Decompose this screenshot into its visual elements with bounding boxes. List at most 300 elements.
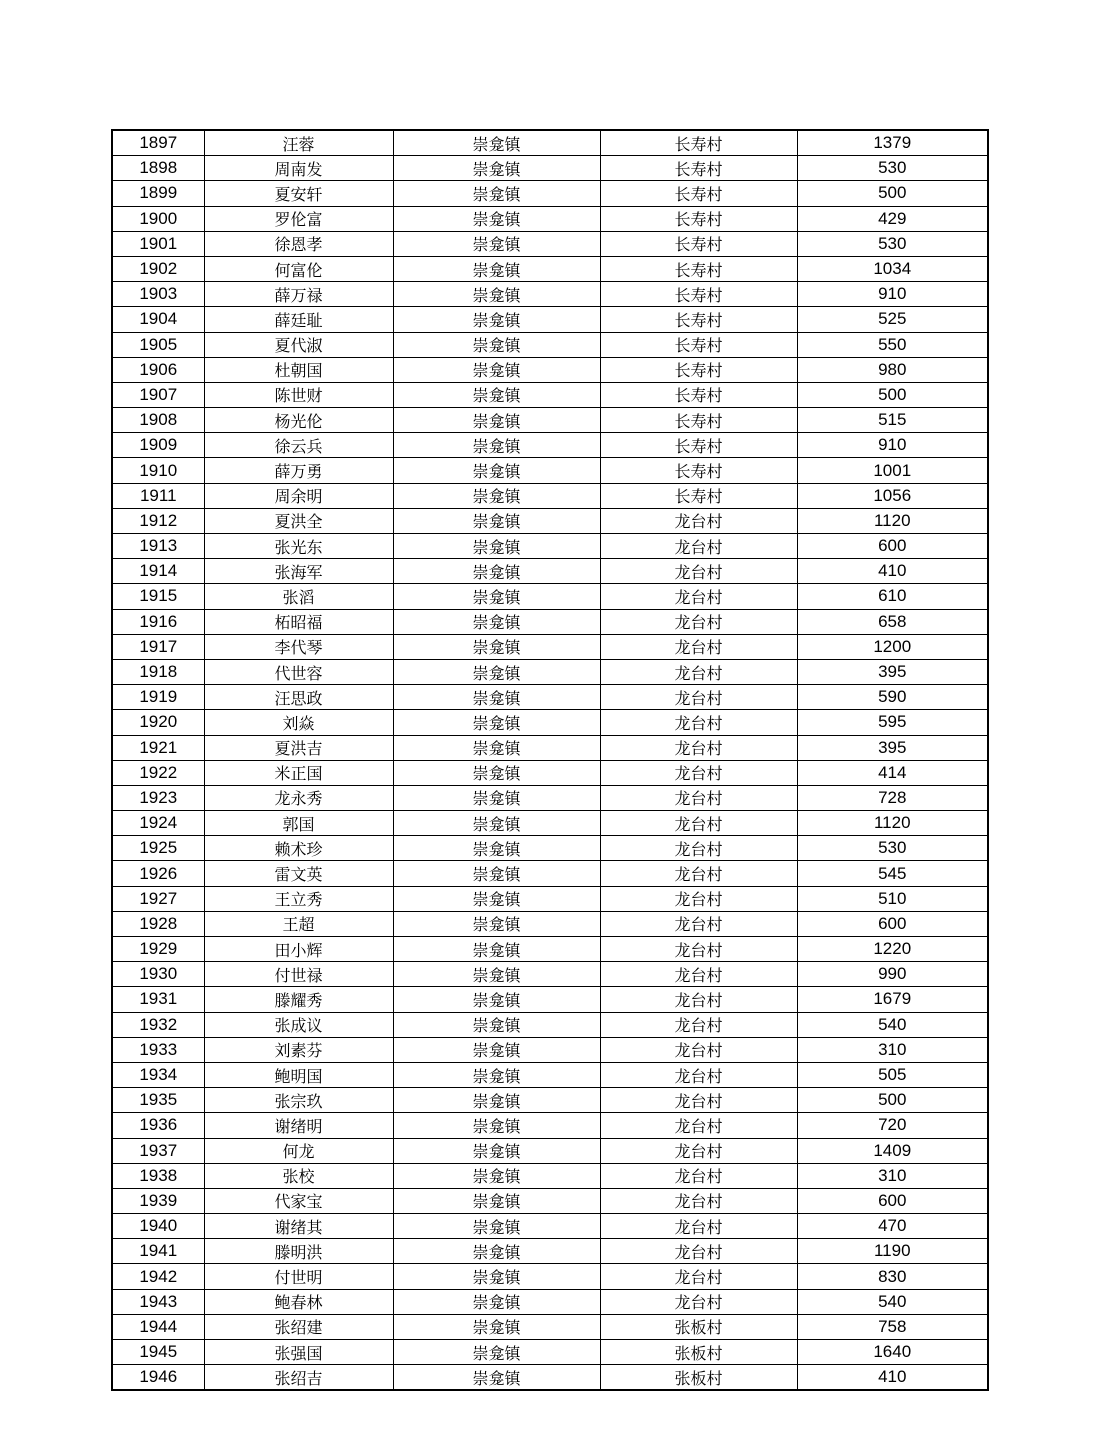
village-cell: 龙台村	[600, 811, 797, 836]
village-cell: 龙台村	[600, 584, 797, 609]
row-number-cell: 1924	[112, 811, 204, 836]
town-cell: 崇龛镇	[393, 785, 600, 810]
value-cell: 515	[797, 408, 988, 433]
value-cell: 410	[797, 559, 988, 584]
value-cell: 610	[797, 584, 988, 609]
value-cell: 545	[797, 861, 988, 886]
village-cell: 张板村	[600, 1340, 797, 1365]
table-row	[112, 836, 988, 861]
value-cell: 500	[797, 382, 988, 407]
town-cell: 崇龛镇	[393, 811, 600, 836]
name-cell: 滕耀秀	[204, 987, 393, 1012]
row-number-cell: 1918	[112, 659, 204, 684]
name-cell: 夏洪全	[204, 508, 393, 533]
table-row	[112, 559, 988, 584]
value-cell: 1409	[797, 1138, 988, 1163]
village-cell: 龙台村	[600, 1138, 797, 1163]
value-cell: 530	[797, 156, 988, 181]
row-number-cell: 1922	[112, 760, 204, 785]
table-row	[112, 1239, 988, 1264]
town-cell: 崇龛镇	[393, 282, 600, 307]
table-row	[112, 1113, 988, 1138]
town-cell: 崇龛镇	[393, 307, 600, 332]
village-cell: 长寿村	[600, 382, 797, 407]
value-cell: 758	[797, 1314, 988, 1339]
value-cell: 310	[797, 1163, 988, 1188]
table-row	[112, 685, 988, 710]
value-cell: 658	[797, 609, 988, 634]
name-cell: 汪思政	[204, 685, 393, 710]
name-cell: 王立秀	[204, 886, 393, 911]
town-cell: 崇龛镇	[393, 1138, 600, 1163]
name-cell: 代家宝	[204, 1188, 393, 1213]
town-cell: 崇龛镇	[393, 1012, 600, 1037]
row-number-cell: 1897	[112, 130, 204, 156]
row-number-cell: 1898	[112, 156, 204, 181]
name-cell: 夏安轩	[204, 181, 393, 206]
village-cell: 龙台村	[600, 634, 797, 659]
village-cell: 龙台村	[600, 559, 797, 584]
town-cell: 崇龛镇	[393, 1188, 600, 1213]
name-cell: 张强国	[204, 1340, 393, 1365]
table-row	[112, 584, 988, 609]
name-cell: 鲍明国	[204, 1062, 393, 1087]
row-number-cell: 1917	[112, 634, 204, 659]
town-cell: 崇龛镇	[393, 659, 600, 684]
name-cell: 王超	[204, 911, 393, 936]
row-number-cell: 1943	[112, 1289, 204, 1314]
name-cell: 何富伦	[204, 256, 393, 281]
row-number-cell: 1904	[112, 307, 204, 332]
name-cell: 薛万勇	[204, 458, 393, 483]
town-cell: 崇龛镇	[393, 1113, 600, 1138]
town-cell: 崇龛镇	[393, 937, 600, 962]
row-number-cell: 1901	[112, 231, 204, 256]
town-cell: 崇龛镇	[393, 1037, 600, 1062]
town-cell: 崇龛镇	[393, 886, 600, 911]
value-cell: 505	[797, 1062, 988, 1087]
village-cell: 龙台村	[600, 937, 797, 962]
row-number-cell: 1946	[112, 1365, 204, 1391]
row-number-cell: 1937	[112, 1138, 204, 1163]
town-cell: 崇龛镇	[393, 710, 600, 735]
town-cell: 崇龛镇	[393, 1365, 600, 1391]
town-cell: 崇龛镇	[393, 1314, 600, 1339]
table-row	[112, 1138, 988, 1163]
name-cell: 夏代淑	[204, 332, 393, 357]
table-row	[112, 408, 988, 433]
table-row	[112, 609, 988, 634]
table-row	[112, 1037, 988, 1062]
village-cell: 长寿村	[600, 156, 797, 181]
value-cell: 1190	[797, 1239, 988, 1264]
village-cell: 龙台村	[600, 785, 797, 810]
village-cell: 龙台村	[600, 911, 797, 936]
village-cell: 龙台村	[600, 1264, 797, 1289]
row-number-cell: 1940	[112, 1214, 204, 1239]
table-row	[112, 911, 988, 936]
table-row	[112, 659, 988, 684]
town-cell: 崇龛镇	[393, 609, 600, 634]
name-cell: 薛廷耻	[204, 307, 393, 332]
town-cell: 崇龛镇	[393, 332, 600, 357]
table-row	[112, 1365, 988, 1391]
town-cell: 崇龛镇	[393, 408, 600, 433]
town-cell: 崇龛镇	[393, 181, 600, 206]
value-cell: 530	[797, 836, 988, 861]
table-row	[112, 861, 988, 886]
town-cell: 崇龛镇	[393, 1088, 600, 1113]
row-number-cell: 1938	[112, 1163, 204, 1188]
value-cell: 595	[797, 710, 988, 735]
table-body	[112, 130, 988, 1390]
name-cell: 罗伦富	[204, 206, 393, 231]
table-row	[112, 357, 988, 382]
row-number-cell: 1919	[112, 685, 204, 710]
row-number-cell: 1928	[112, 911, 204, 936]
row-number-cell: 1941	[112, 1239, 204, 1264]
table-row	[112, 735, 988, 760]
village-cell: 龙台村	[600, 508, 797, 533]
value-cell: 600	[797, 911, 988, 936]
town-cell: 崇龛镇	[393, 987, 600, 1012]
name-cell: 杨光伦	[204, 408, 393, 433]
town-cell: 崇龛镇	[393, 735, 600, 760]
table-row	[112, 382, 988, 407]
name-cell: 刘素芬	[204, 1037, 393, 1062]
name-cell: 付世明	[204, 1264, 393, 1289]
row-number-cell: 1934	[112, 1062, 204, 1087]
value-cell: 1120	[797, 508, 988, 533]
village-cell: 龙台村	[600, 836, 797, 861]
value-cell: 540	[797, 1289, 988, 1314]
village-cell: 长寿村	[600, 130, 797, 156]
town-cell: 崇龛镇	[393, 231, 600, 256]
table-row	[112, 634, 988, 659]
name-cell: 张海军	[204, 559, 393, 584]
village-cell: 长寿村	[600, 357, 797, 382]
table-row	[112, 1264, 988, 1289]
town-cell: 崇龛镇	[393, 911, 600, 936]
row-number-cell: 1899	[112, 181, 204, 206]
row-number-cell: 1939	[112, 1188, 204, 1213]
town-cell: 崇龛镇	[393, 508, 600, 533]
data-table	[111, 129, 989, 1391]
name-cell: 付世禄	[204, 962, 393, 987]
village-cell: 龙台村	[600, 685, 797, 710]
town-cell: 崇龛镇	[393, 382, 600, 407]
value-cell: 1001	[797, 458, 988, 483]
table-row	[112, 1340, 988, 1365]
row-number-cell: 1907	[112, 382, 204, 407]
row-number-cell: 1913	[112, 534, 204, 559]
row-number-cell: 1926	[112, 861, 204, 886]
value-cell: 540	[797, 1012, 988, 1037]
value-cell: 830	[797, 1264, 988, 1289]
row-number-cell: 1903	[112, 282, 204, 307]
name-cell: 谢绪明	[204, 1113, 393, 1138]
name-cell: 赖术珍	[204, 836, 393, 861]
value-cell: 600	[797, 534, 988, 559]
name-cell: 张成议	[204, 1012, 393, 1037]
name-cell: 周南发	[204, 156, 393, 181]
row-number-cell: 1944	[112, 1314, 204, 1339]
row-number-cell: 1908	[112, 408, 204, 433]
village-cell: 龙台村	[600, 735, 797, 760]
village-cell: 龙台村	[600, 987, 797, 1012]
table-row	[112, 1314, 988, 1339]
table-row	[112, 130, 988, 156]
name-cell: 徐恩孝	[204, 231, 393, 256]
village-cell: 龙台村	[600, 1062, 797, 1087]
name-cell: 鲍春林	[204, 1289, 393, 1314]
table-row	[112, 307, 988, 332]
village-cell: 龙台村	[600, 1113, 797, 1138]
village-cell: 长寿村	[600, 307, 797, 332]
row-number-cell: 1931	[112, 987, 204, 1012]
table-row	[112, 1088, 988, 1113]
row-number-cell: 1914	[112, 559, 204, 584]
village-cell: 长寿村	[600, 181, 797, 206]
table-row	[112, 1188, 988, 1213]
village-cell: 龙台村	[600, 1163, 797, 1188]
town-cell: 崇龛镇	[393, 1062, 600, 1087]
value-cell: 530	[797, 231, 988, 256]
name-cell: 张绍吉	[204, 1365, 393, 1391]
table-row	[112, 886, 988, 911]
name-cell: 柘昭福	[204, 609, 393, 634]
name-cell: 代世容	[204, 659, 393, 684]
value-cell: 1120	[797, 811, 988, 836]
name-cell: 张光东	[204, 534, 393, 559]
village-cell: 龙台村	[600, 861, 797, 886]
table-row	[112, 181, 988, 206]
name-cell: 何龙	[204, 1138, 393, 1163]
row-number-cell: 1902	[112, 256, 204, 281]
row-number-cell: 1920	[112, 710, 204, 735]
name-cell: 张宗玖	[204, 1088, 393, 1113]
village-cell: 长寿村	[600, 433, 797, 458]
village-cell: 龙台村	[600, 886, 797, 911]
value-cell: 414	[797, 760, 988, 785]
town-cell: 崇龛镇	[393, 962, 600, 987]
table-row	[112, 1062, 988, 1087]
value-cell: 910	[797, 433, 988, 458]
row-number-cell: 1929	[112, 937, 204, 962]
row-number-cell: 1900	[112, 206, 204, 231]
name-cell: 杜朝国	[204, 357, 393, 382]
town-cell: 崇龛镇	[393, 1214, 600, 1239]
name-cell: 张绍建	[204, 1314, 393, 1339]
village-cell: 长寿村	[600, 483, 797, 508]
village-cell: 龙台村	[600, 1088, 797, 1113]
village-cell: 龙台村	[600, 609, 797, 634]
name-cell: 滕明洪	[204, 1239, 393, 1264]
village-cell: 长寿村	[600, 231, 797, 256]
value-cell: 525	[797, 307, 988, 332]
village-cell: 龙台村	[600, 534, 797, 559]
village-cell: 张板村	[600, 1314, 797, 1339]
town-cell: 崇龛镇	[393, 534, 600, 559]
value-cell: 720	[797, 1113, 988, 1138]
name-cell: 张校	[204, 1163, 393, 1188]
name-cell: 米正国	[204, 760, 393, 785]
value-cell: 500	[797, 1088, 988, 1113]
value-cell: 1379	[797, 130, 988, 156]
value-cell: 410	[797, 1365, 988, 1391]
name-cell: 陈世财	[204, 382, 393, 407]
town-cell: 崇龛镇	[393, 256, 600, 281]
row-number-cell: 1933	[112, 1037, 204, 1062]
town-cell: 崇龛镇	[393, 584, 600, 609]
value-cell: 590	[797, 685, 988, 710]
table-row	[112, 206, 988, 231]
town-cell: 崇龛镇	[393, 559, 600, 584]
table-row	[112, 1289, 988, 1314]
row-number-cell: 1930	[112, 962, 204, 987]
row-number-cell: 1925	[112, 836, 204, 861]
table-row	[112, 760, 988, 785]
town-cell: 崇龛镇	[393, 760, 600, 785]
value-cell: 600	[797, 1188, 988, 1213]
name-cell: 龙永秀	[204, 785, 393, 810]
value-cell: 1679	[797, 987, 988, 1012]
value-cell: 1034	[797, 256, 988, 281]
value-cell: 395	[797, 735, 988, 760]
village-cell: 长寿村	[600, 282, 797, 307]
name-cell: 薛万禄	[204, 282, 393, 307]
village-cell: 长寿村	[600, 256, 797, 281]
town-cell: 崇龛镇	[393, 1289, 600, 1314]
village-cell: 龙台村	[600, 1037, 797, 1062]
town-cell: 崇龛镇	[393, 458, 600, 483]
value-cell: 395	[797, 659, 988, 684]
table-row	[112, 256, 988, 281]
name-cell: 徐云兵	[204, 433, 393, 458]
table-row	[112, 282, 988, 307]
village-cell: 长寿村	[600, 206, 797, 231]
row-number-cell: 1910	[112, 458, 204, 483]
name-cell: 田小辉	[204, 937, 393, 962]
town-cell: 崇龛镇	[393, 861, 600, 886]
row-number-cell: 1935	[112, 1088, 204, 1113]
name-cell: 夏洪吉	[204, 735, 393, 760]
name-cell: 李代琴	[204, 634, 393, 659]
value-cell: 1220	[797, 937, 988, 962]
table-row	[112, 811, 988, 836]
value-cell: 550	[797, 332, 988, 357]
town-cell: 崇龛镇	[393, 1239, 600, 1264]
value-cell: 1056	[797, 483, 988, 508]
name-cell: 谢绪其	[204, 1214, 393, 1239]
name-cell: 周余明	[204, 483, 393, 508]
village-cell: 长寿村	[600, 408, 797, 433]
town-cell: 崇龛镇	[393, 130, 600, 156]
town-cell: 崇龛镇	[393, 483, 600, 508]
table-row	[112, 1163, 988, 1188]
value-cell: 990	[797, 962, 988, 987]
name-cell: 郭国	[204, 811, 393, 836]
village-cell: 龙台村	[600, 1188, 797, 1213]
town-cell: 崇龛镇	[393, 836, 600, 861]
row-number-cell: 1932	[112, 1012, 204, 1037]
value-cell: 429	[797, 206, 988, 231]
row-number-cell: 1936	[112, 1113, 204, 1138]
row-number-cell: 1906	[112, 357, 204, 382]
row-number-cell: 1927	[112, 886, 204, 911]
table-row	[112, 987, 988, 1012]
table-row	[112, 1012, 988, 1037]
value-cell: 1640	[797, 1340, 988, 1365]
village-cell: 龙台村	[600, 1214, 797, 1239]
table-row	[112, 710, 988, 735]
row-number-cell: 1912	[112, 508, 204, 533]
value-cell: 510	[797, 886, 988, 911]
row-number-cell: 1911	[112, 483, 204, 508]
table-row	[112, 534, 988, 559]
village-cell: 龙台村	[600, 710, 797, 735]
value-cell: 470	[797, 1214, 988, 1239]
town-cell: 崇龛镇	[393, 156, 600, 181]
town-cell: 崇龛镇	[393, 634, 600, 659]
value-cell: 310	[797, 1037, 988, 1062]
row-number-cell: 1905	[112, 332, 204, 357]
row-number-cell: 1916	[112, 609, 204, 634]
village-cell: 龙台村	[600, 962, 797, 987]
village-cell: 龙台村	[600, 1289, 797, 1314]
town-cell: 崇龛镇	[393, 357, 600, 382]
table-row	[112, 785, 988, 810]
value-cell: 728	[797, 785, 988, 810]
town-cell: 崇龛镇	[393, 685, 600, 710]
name-cell: 张滔	[204, 584, 393, 609]
village-cell: 长寿村	[600, 332, 797, 357]
table-row	[112, 508, 988, 533]
town-cell: 崇龛镇	[393, 206, 600, 231]
value-cell: 910	[797, 282, 988, 307]
table-row	[112, 156, 988, 181]
value-cell: 1200	[797, 634, 988, 659]
village-cell: 龙台村	[600, 760, 797, 785]
value-cell: 500	[797, 181, 988, 206]
value-cell: 980	[797, 357, 988, 382]
table-row	[112, 937, 988, 962]
row-number-cell: 1909	[112, 433, 204, 458]
name-cell: 刘焱	[204, 710, 393, 735]
table-row	[112, 1214, 988, 1239]
table-row	[112, 231, 988, 256]
row-number-cell: 1915	[112, 584, 204, 609]
town-cell: 崇龛镇	[393, 1163, 600, 1188]
village-cell: 龙台村	[600, 659, 797, 684]
row-number-cell: 1923	[112, 785, 204, 810]
row-number-cell: 1942	[112, 1264, 204, 1289]
table-row	[112, 332, 988, 357]
name-cell: 汪蓉	[204, 130, 393, 156]
town-cell: 崇龛镇	[393, 1340, 600, 1365]
row-number-cell: 1945	[112, 1340, 204, 1365]
table-row	[112, 433, 988, 458]
town-cell: 崇龛镇	[393, 433, 600, 458]
table-row	[112, 458, 988, 483]
name-cell: 雷文英	[204, 861, 393, 886]
row-number-cell: 1921	[112, 735, 204, 760]
village-cell: 龙台村	[600, 1012, 797, 1037]
town-cell: 崇龛镇	[393, 1264, 600, 1289]
village-cell: 张板村	[600, 1365, 797, 1391]
table-row	[112, 962, 988, 987]
table-row	[112, 483, 988, 508]
